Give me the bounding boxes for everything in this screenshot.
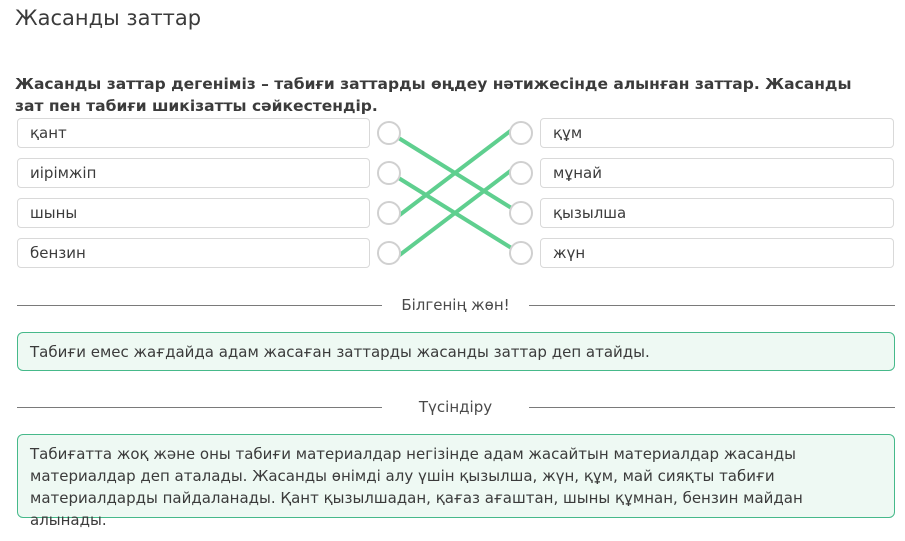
divider-line-right	[529, 407, 895, 408]
did-you-know-label: Білгенің жөн!	[401, 296, 510, 314]
explanation-box	[17, 434, 895, 529]
left-connector-dot-3[interactable]	[378, 202, 400, 224]
explanation-label: Түсіндіру	[418, 398, 493, 416]
left-connector-dot-1[interactable]	[378, 122, 400, 144]
left-connector-dot-4[interactable]	[378, 242, 400, 264]
did-you-know-divider	[17, 295, 895, 315]
explanation-divider	[17, 397, 895, 417]
right-connector-dot-4[interactable]	[510, 242, 532, 264]
right-item-1[interactable]: құм	[540, 118, 894, 148]
divider-line-left	[17, 407, 382, 408]
left-connector-dot-2[interactable]	[378, 162, 400, 184]
left-item-2[interactable]: иірімжіп	[17, 158, 370, 188]
match-line-4	[397, 169, 513, 257]
right-connector-dot-2[interactable]	[510, 162, 532, 184]
right-item-4[interactable]: жүн	[540, 238, 894, 268]
explanation-text: Табиғатта жоқ және оны табиғи материалдар негізінде адам жасайтын материалдар жасанды материалдар деп аталады. Жасанды өнімді алу үшін қызылша, жүн, құм, май сияқты табиғи материалдарды пайдаланады. Қант қызылшадан, қағаз ағаштан, шыны құмнан, бензин майдан алынады.	[30, 445, 803, 529]
right-item-3[interactable]: қызылша	[540, 198, 894, 228]
page-title: Жасанды заттар	[15, 6, 202, 30]
divider-line-left	[17, 305, 382, 306]
left-item-3[interactable]: шыны	[17, 198, 370, 228]
match-lines-area	[370, 115, 540, 265]
question-text: Жасанды заттар дегеніміз – табиғи заттарды өңдеу нәтижесінде алынған заттар. Жасанды зат пен табиғи шикізатты сәйкестендір.	[15, 75, 852, 115]
did-you-know-box	[17, 332, 895, 371]
right-connector-dot-3[interactable]	[510, 202, 532, 224]
match-line-3	[397, 129, 513, 217]
did-you-know-text: Табиғи емес жағдайда адам жасаған заттарды жасанды заттар деп атайды.	[30, 343, 650, 361]
left-item-1[interactable]: қант	[17, 118, 370, 148]
left-item-4[interactable]: бензин	[17, 238, 370, 268]
right-connector-dot-1[interactable]	[510, 122, 532, 144]
right-item-2[interactable]: мұнай	[540, 158, 894, 188]
divider-line-right	[529, 305, 895, 306]
